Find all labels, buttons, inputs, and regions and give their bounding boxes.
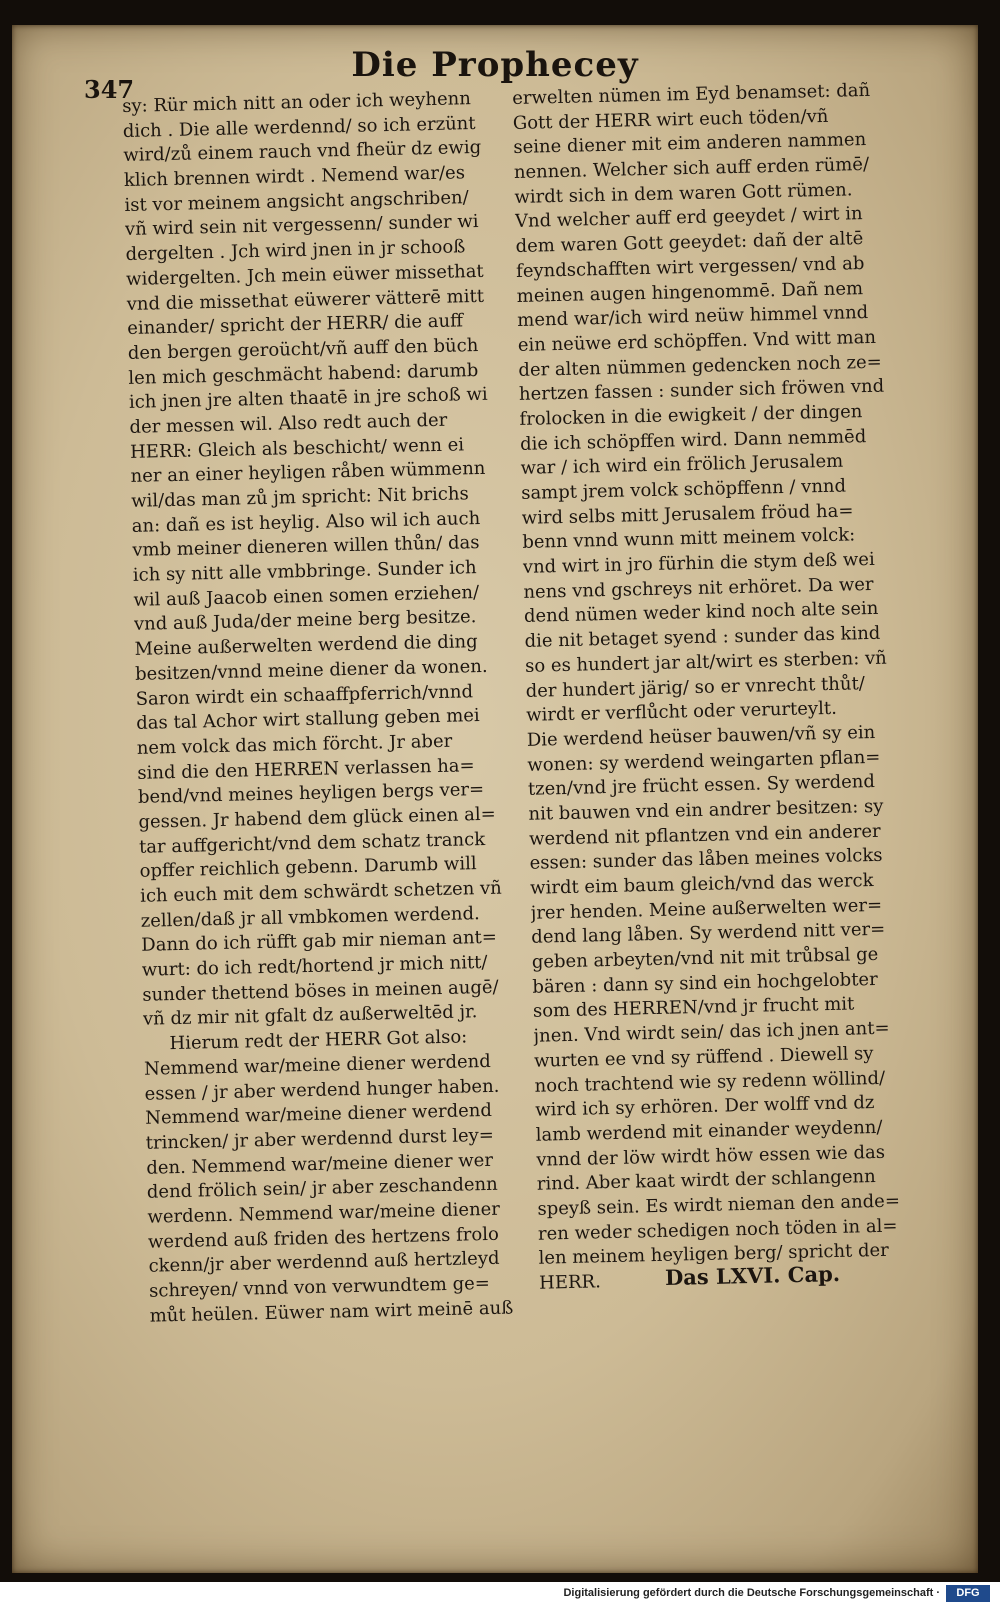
text-line: sind die den HERREN verlassen ha=: [137, 754, 475, 784]
text-line: wil auß Jaacob einen somen erziehen/: [133, 581, 480, 611]
book-page: [12, 25, 978, 1573]
text-line: wird ich sy erhören. Der wolff vnd dz: [534, 1092, 875, 1121]
text-line: dergelten . Jch wird jnen in jr schooß: [125, 236, 466, 266]
text-line: sampt jrem volck schöpffenn / vnnd: [520, 475, 847, 504]
text-line: Nemmend war/meine diener werdend: [143, 1050, 492, 1080]
text-line: werdenn. Nemmend war/meine diener: [147, 1198, 501, 1228]
text-line: war / ich wird ein frölich Jerusalem: [520, 450, 844, 480]
text-line: werdend auß friden des hertzens frolo: [147, 1223, 500, 1253]
text-line: dich . Die alle werdennd/ so ich erzünt: [122, 112, 476, 142]
text-line: Vnd welcher auff erd geeydet / wirt in: [514, 203, 863, 233]
text-line: ner an einer heyligen råben wümmenn: [130, 458, 486, 488]
text-line: Gott der HERR wirt euch töden/vñ: [512, 105, 829, 134]
text-line: lamb werdend mit einander weydenn/: [535, 1116, 883, 1146]
text-line: werdend nit pflantzen vnd ein anderer: [528, 820, 881, 850]
text-line: můt heülen. Eüwer nam wirt meinē auß: [149, 1297, 514, 1327]
text-line: ich jnen jre alten thaatē in jre schoß wi: [128, 384, 488, 414]
text-line: speyß sein. Es wirdt nieman den ande=: [537, 1190, 901, 1220]
text-line: hertzen fassen : sunder sich fröwen vnd: [518, 375, 885, 406]
text-line: vnnd der löw wirdt höw essen wie das: [536, 1141, 886, 1171]
text-line: nennen. Welcher sich auff erden rümē/: [513, 153, 870, 184]
text-line: Meine außerwelten werdend die ding: [134, 631, 478, 660]
text-line: klich brennen wirdt . Nemend war/es: [123, 162, 466, 192]
text-line: wirdt er verflůcht oder verurteylt.: [526, 697, 838, 727]
text-line: dem waren Gott geeydet: dañ der altē: [515, 228, 864, 258]
text-line: ckenn/jr aber werdennd auß hertzleyd: [148, 1248, 500, 1278]
chapter-heading: Das LXVI. Cap.: [664, 1261, 841, 1290]
text-line: vnd wirt in jro fürhin die stym deß wei: [522, 548, 875, 578]
text-line: ist vor meinem angsicht angschriben/: [124, 186, 469, 216]
text-line: tar auffgericht/vnd dem schatz tranck: [138, 828, 486, 858]
running-head: Die Prophecey: [351, 45, 639, 85]
text-line: noch trachtend wie sy redenn wöllind/: [534, 1067, 886, 1097]
text-line: len mich geschmächt habend: darumb: [128, 359, 479, 389]
footer-bar: [0, 1582, 1000, 1607]
text-line: zellen/daß jr all vmbkomen werdend.: [140, 902, 480, 932]
text-line: die ich schöpffen wird. Dann nemmēd: [519, 425, 867, 455]
text-line: dend lang låben. Sy werdend nitt ver=: [531, 919, 886, 949]
text-line: geben arbeyten/vnd nit mit trůbsal ge: [531, 943, 879, 973]
text-line: vmb meiner dieneren willen thůn/ das: [132, 532, 480, 562]
text-line: dend nümen weder kind noch alte sein: [523, 598, 879, 628]
text-line: sy: Rür mich nitt an oder ich weyhenn: [122, 88, 472, 117]
text-line: mend war/ich wird neüw himmel vnnd: [517, 302, 869, 332]
text-line: tzen/vnd jre frücht essen. Sy werdend: [527, 771, 876, 801]
left-text-column: [122, 86, 550, 1329]
text-line: rind. Aber kaat wirdt der schlangenn: [536, 1166, 876, 1195]
text-line: dend frölich sein/ jr aber zeschandenn: [146, 1174, 498, 1203]
text-line: an: dañ es ist heylig. Also wil ich auch: [131, 507, 481, 537]
text-line: som des HERREN/vnd jr frucht mit: [532, 993, 855, 1023]
text-line: erwelten nümen im Eyd benamset: dañ: [512, 79, 871, 109]
text-line: der hundert järig/ so er vnrecht thůt/: [525, 672, 865, 702]
right-text-column: [512, 78, 939, 1296]
text-line: gessen. Jr habend dem glück einen al=: [138, 803, 496, 833]
text-line: vnd die missethat eüwerer vätterē mitt: [126, 285, 485, 315]
text-line: so es hundert jar alt/wirt es sterben: vñ: [524, 647, 888, 677]
text-line: nit bauwen vnd ein andrer besitzen: sy: [528, 795, 884, 825]
text-line: jrer henden. Meine außerwelten wer=: [530, 894, 883, 924]
text-line: vñ dz mir nit gfalt dz außerweltēd jr.: [142, 1001, 478, 1031]
text-line: bären : dann sy sind ein hochgelobter: [532, 968, 878, 998]
text-line: HERR.: [538, 1271, 602, 1294]
text-line: trincken/ jr aber werdennd durst ley=: [145, 1124, 495, 1154]
text-line: wird selbs mitt Jerusalem fröud ha=: [521, 500, 854, 529]
text-line: einander/ spricht der HERR/ die auff: [127, 310, 464, 340]
text-line: widergelten. Jch mein eüwer missethat: [125, 260, 484, 290]
text-line: vñ wird sein nit vergessenn/ sunder wi: [124, 211, 479, 241]
text-line: Nemmend war/meine diener werdend: [144, 1100, 493, 1129]
text-line: bend/vnd meines heyligen bergs ver=: [137, 779, 485, 809]
dfg-logo: DFG: [946, 1585, 990, 1602]
text-line: len meinem heyligen berg/ spricht der: [538, 1240, 890, 1270]
text-line: benn vnnd wunn mitt meinem volck:: [522, 524, 856, 554]
text-line: jnen. Vnd wirdt sein/ das ich jnen ant=: [533, 1017, 890, 1047]
text-line: Dann do ich rüfft gab mir nieman ant=: [141, 927, 498, 957]
text-line: besitzen/vnnd meine diener da wonen.: [134, 655, 488, 685]
text-line: feyndschafften wirt vergessen/ vnd ab: [515, 252, 865, 282]
text-line: seine diener mit eim anderen nammen: [513, 129, 867, 159]
text-line: frolocken in die ewigkeit / der dingen: [519, 401, 863, 430]
footer-credit: Digitalisierung gefördert durch die Deutsche Forschungsgemeinschaft ·: [563, 1587, 940, 1599]
text-line: HERR: Gleich als beschicht/ wenn ei: [129, 433, 465, 463]
text-line: nem volck das mich förcht. Jr aber: [136, 730, 453, 759]
text-line: ren weder schedigen noch töden in al=: [537, 1215, 898, 1245]
text-line: Saron wirdt ein schaaffpferrich/vnnd: [135, 680, 474, 710]
text-line: wirdt eim baum gleich/vnd das werck: [529, 870, 874, 899]
text-line: Hierum redt der HERR Got also:: [169, 1026, 468, 1055]
text-line: Die werdend heüser bauwen/vñ sy ein: [526, 721, 876, 751]
text-line: schreyen/ vnnd von verwundtem ge=: [148, 1272, 491, 1302]
text-line: der messen wil. Also redt auch der: [129, 409, 448, 438]
text-line: den bergen geroücht/vñ auff den büch: [127, 334, 479, 364]
text-line: das tal Achor wirt stallung geben mei: [136, 705, 480, 735]
text-line: den. Nemmend war/meine diener wer: [146, 1149, 494, 1179]
text-line: ich sy nitt alle vmbbringe. Sunder ich: [132, 557, 477, 586]
text-line: sunder thettend böses in meinen augē/: [142, 976, 499, 1006]
text-line: wil/das man zů jm spricht: Nit brichs: [130, 483, 469, 512]
text-line: essen: sunder das låben meines volcks: [529, 845, 883, 875]
text-line: vnd auß Juda/der meine berg besitze.: [133, 606, 477, 636]
text-line: opffer reichlich gebenn. Darumb will: [139, 853, 477, 883]
text-line: ich euch mit dem schwärdt schetzen vñ: [139, 877, 503, 907]
text-line: wurten ee vnd sy rüffend . Diewell sy: [533, 1042, 874, 1072]
page-number: 347: [84, 75, 135, 104]
text-line: wonen: sy werdend weingarten pflan=: [527, 746, 881, 776]
text-line: meinen augen hingenommē. Dañ nem: [516, 277, 864, 307]
text-line: ein neüwe erd schöpffen. Vnd witt man: [517, 326, 877, 356]
text-line: die nit betaget syend : sunder das kind: [524, 622, 881, 652]
text-line: wurt: do ich redt/hortend jr mich nitt/: [141, 951, 488, 981]
text-line: der alten nümmen gedencken noch ze=: [518, 351, 882, 381]
text-line: wird/zů einem rauch vnd fheür dz ewig: [123, 137, 482, 167]
text-line: nens vnd gschreys nit erhöret. Da wer: [523, 573, 874, 603]
text-line: wirdt sich in dem waren Gott rümen.: [514, 179, 853, 208]
text-line: essen / jr aber werdend hunger haben.: [144, 1075, 500, 1105]
